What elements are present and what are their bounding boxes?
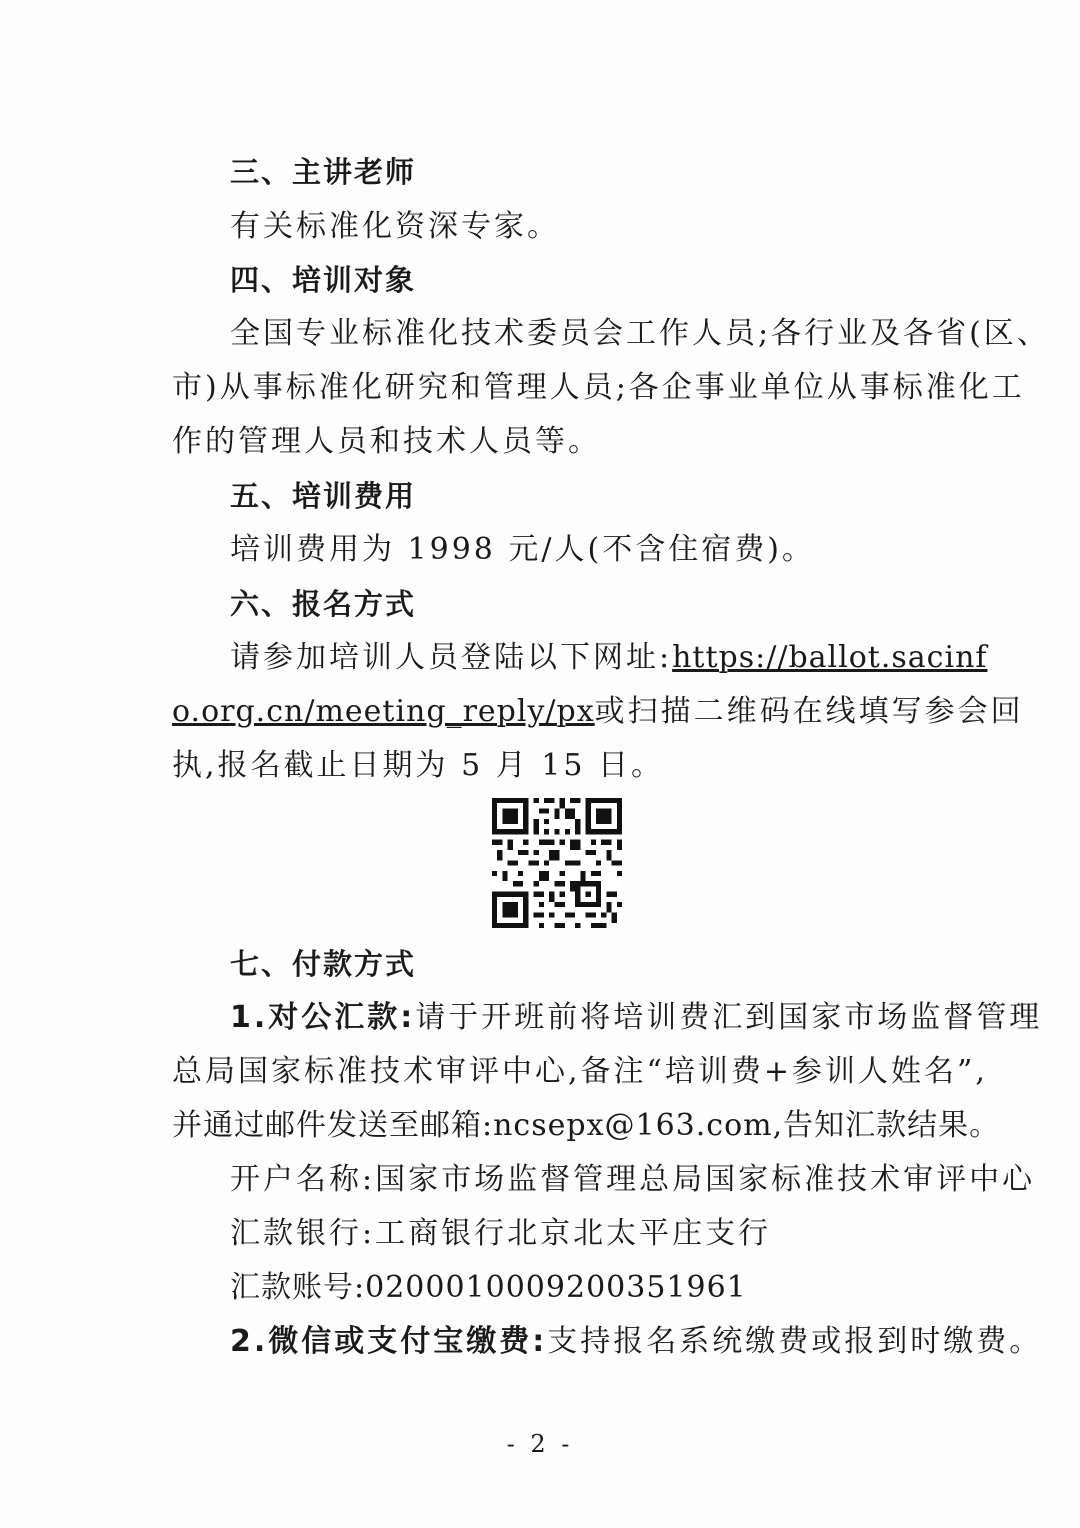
registration-line-2 — [172, 692, 1024, 732]
payment-item-2-label: 2.微信或支付宝缴费: — [230, 1324, 548, 1359]
fee-text: 培训费用为 1998 元/人(不含住宿费)。 — [230, 532, 815, 567]
trainees-line-3: 作的管理人员和技术人员等。 — [172, 424, 601, 459]
lecturer-text: 有关标准化资深专家。 — [230, 209, 560, 244]
payment-item-2 — [230, 1322, 1042, 1362]
payment-item-1-label: 1.对公汇款: — [230, 1000, 416, 1035]
payment-item-1-text: 请于开班前将培训费汇到国家市场监督管理 — [415, 1000, 1043, 1035]
payment-item-2-text: 支持报名系统缴费或报到时缴费。 — [547, 1324, 1043, 1359]
bank-name: 汇款银行:工商银行北京北太平庄支行 — [230, 1216, 772, 1251]
section-heading-lecturer: 三、主讲老师 — [230, 155, 417, 189]
account-name: 开户名称:国家市场监督管理总局国家标准技术审评中心 — [230, 1162, 1036, 1197]
section-heading-fee: 五、培训费用 — [230, 479, 417, 513]
section-heading-payment: 七、付款方式 — [230, 947, 417, 981]
registration-prefix: 请参加培训人员登陆以下网址: — [230, 640, 673, 675]
payment-item-1-line-2: 总局国家标准技术审评中心,备注“培训费+参训人姓名”, — [172, 1054, 988, 1089]
account-number: 汇款账号:0200010009200351961 — [230, 1270, 747, 1305]
registration-url-part-1[interactable]: https://ballot.sacinf — [672, 640, 988, 675]
registration-line-3: 执,报名截止日期为 5 月 15 日。 — [172, 748, 664, 783]
page-number: - 2 - — [506, 1430, 574, 1458]
section-heading-trainees: 四、培训对象 — [230, 263, 417, 297]
trainees-line-2: 市)从事标准化研究和管理人员;各企事业单位从事标准化工 — [172, 370, 1025, 405]
qr-code-icon[interactable] — [492, 798, 622, 928]
trainees-line-1: 全国专业标准化技术委员会工作人员;各行业及各省(区、 — [230, 316, 1050, 351]
payment-item-1-line-1 — [230, 998, 1042, 1038]
section-heading-registration: 六、报名方式 — [230, 587, 417, 621]
registration-line-1 — [230, 638, 988, 678]
registration-suffix: 或扫描二维码在线填写参会回 — [594, 694, 1024, 729]
payment-item-1-line-3: 并通过邮件发送至邮箱:ncsepx@163.com,告知汇款结果。 — [172, 1108, 1001, 1143]
registration-url-part-2[interactable]: o.org.cn/meeting_reply/px — [172, 694, 595, 729]
